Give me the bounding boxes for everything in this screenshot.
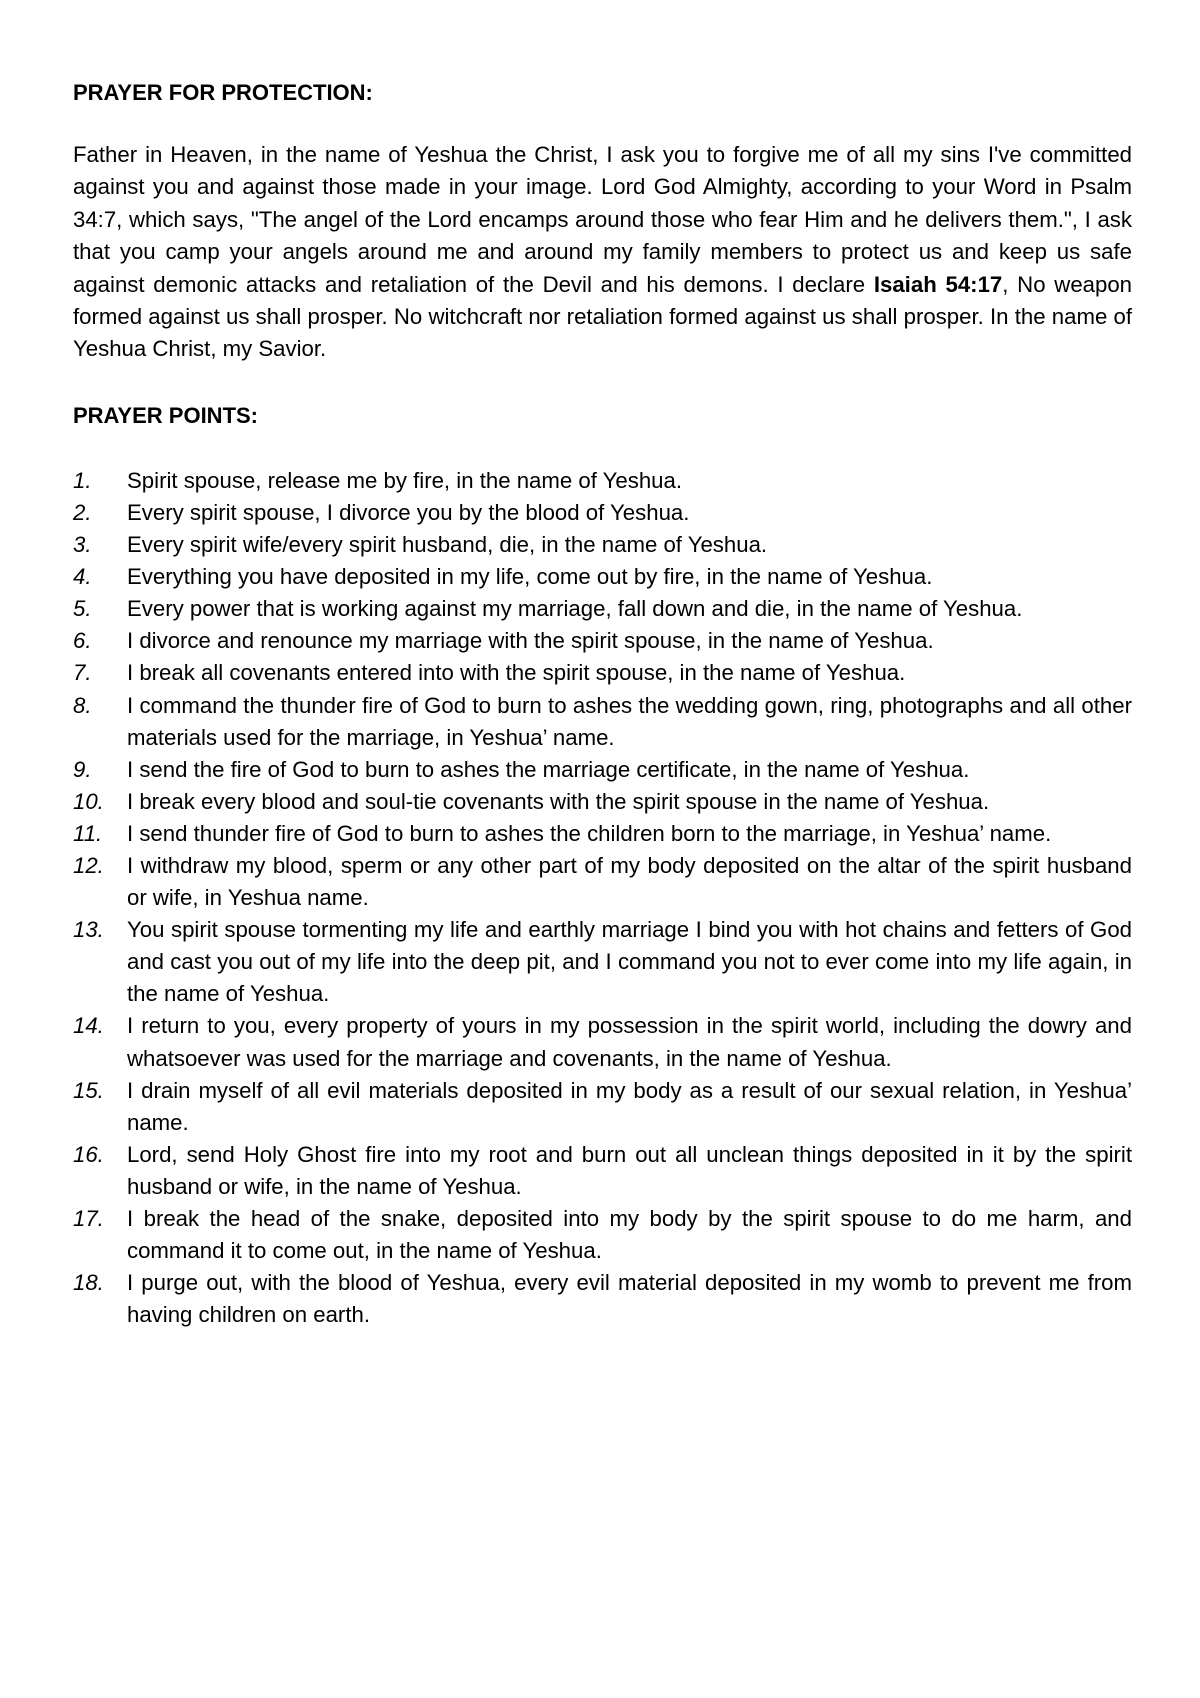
prayer-point-text: I command the thunder fire of God to burn to ashes the wedding gown, ring, photographs and all other materials used for the marriage, in Yeshua’ name. [127, 692, 1132, 750]
prayer-point-item [73, 593, 1132, 625]
prayer-point-text: I drain myself of all evil materials deposited in my body as a result of our sexual relation, in Yeshua’ name. [127, 1077, 1132, 1135]
prayer-point-number: 1. [73, 467, 92, 493]
prayer-point-number: 15. [73, 1077, 104, 1103]
prayer-point-number: 12. [73, 852, 104, 878]
prayer-point-number: 6. [73, 628, 92, 654]
prayer-point-number: 7. [73, 660, 92, 686]
prayer-point-number: 4. [73, 564, 92, 590]
prayer-points-list [73, 465, 1132, 1332]
prayer-point-text: Every spirit wife/every spirit husband, die, in the name of Yeshua. [127, 532, 768, 558]
prayer-point-text: I break every blood and soul-tie covenants with the spirit spouse in the name of Yeshua. [127, 788, 990, 814]
prayer-point-number: 3. [73, 532, 92, 558]
prayer-point-text: I break the head of the snake, deposited into my body by the spirit spouse to do me harm, and command it to come out, in the name of Yeshua. [127, 1206, 1132, 1264]
prayer-point-item [73, 690, 1132, 754]
prayer-point-number: 5. [73, 596, 92, 622]
prayer-point-number: 9. [73, 756, 92, 782]
prayer-point-number: 14. [73, 1013, 104, 1039]
prayer-point-number: 10. [73, 788, 104, 814]
prayer-point-item [73, 850, 1132, 914]
prayer-point-number: 13. [73, 917, 104, 943]
prayer-point-number: 2. [73, 499, 92, 525]
prayer-point-item [73, 818, 1132, 850]
prayer-point-item [73, 1010, 1132, 1074]
prayer-point-text: Lord, send Holy Ghost fire into my root and burn out all unclean things deposited in it by the spirit husband or wife, in the name of Yeshua. [127, 1141, 1132, 1199]
prayer-point-number: 11. [73, 820, 103, 846]
heading-prayer-points: PRAYER POINTS: [73, 402, 259, 428]
prayer-point-item [73, 1139, 1132, 1203]
prayer-point-text: I break all covenants entered into with the spirit spouse, in the name of Yeshua. [127, 660, 906, 686]
prayer-point-item [73, 914, 1132, 1010]
prayer-point-text: You spirit spouse tormenting my life and earthly marriage I bind you with hot chains and fetters of God and cast you out of my life into the deep pit, and I command you not to ever come into my life again, in the name of Yeshua. [127, 917, 1132, 1007]
prayer-point-item [73, 657, 1132, 689]
prayer-point-text: Spirit spouse, release me by fire, in the name of Yeshua. [127, 467, 683, 493]
prayer-point-text: I send the fire of God to burn to ashes the marriage certificate, in the name of Yeshua. [127, 756, 970, 782]
prayer-point-text: I send thunder fire of God to burn to ashes the children born to the marriage, in Yeshua’ name. [127, 820, 1052, 846]
prayer-point-number: 8. [73, 692, 92, 718]
prayer-point-text: I divorce and renounce my marriage with the spirit spouse, in the name of Yeshua. [127, 628, 934, 654]
prayer-point-item [73, 625, 1132, 657]
prayer-point-text: I withdraw my blood, sperm or any other part of my body deposited on the altar of the spirit husband or wife, in Yeshua name. [127, 852, 1132, 911]
prayer-point-text: Every spirit spouse, I divorce you by the blood of Yeshua. [127, 499, 690, 525]
prayer-point-item [73, 465, 1132, 497]
prayer-point-item [73, 754, 1132, 786]
prayer-point-text: Everything you have deposited in my life, come out by fire, in the name of Yeshua. [127, 564, 933, 590]
scripture-reference: Isaiah 54:17 [873, 271, 1003, 297]
prayer-point-item [73, 786, 1132, 818]
prayer-point-number: 18. [73, 1270, 104, 1296]
prayer-text-part1: Father in Heaven, in the name of Yeshua the Christ, I ask you to forgive me of all my sins I've committed against you and against those made in your image. Lord God Almighty, according to your Word in Psalm 34:7, which says, "The angel of the Lord encamps around those who fear Him and he delivers them.", I ask that you camp your angels around me and around my family members to protect us and keep us safe against demonic attacks and retaliation of the Devil and his demons. I declare [73, 142, 1132, 297]
prayer-point-item [73, 561, 1132, 593]
protection-prayer-paragraph [73, 139, 1132, 366]
prayer-point-item [73, 1203, 1132, 1267]
prayer-point-text: I return to you, every property of yours in my possession in the spirit world, including the dowry and whatsoever was used for the marriage and covenants, in the name of Yeshua. [127, 1013, 1132, 1071]
prayer-point-item [73, 1075, 1132, 1139]
prayer-point-number: 16. [73, 1141, 104, 1167]
prayer-text-part2: , No weapon formed against us shall prosper. No witchcraft nor retaliation formed against us shall prosper. In the name of Yeshua Christ, my Savior. [73, 271, 1133, 362]
prayer-point-text: I purge out, with the blood of Yeshua, every evil material deposited in my womb to prevent me from having children on earth. [127, 1270, 1132, 1328]
prayer-point-item [73, 529, 1132, 561]
prayer-point-item [73, 497, 1132, 529]
prayer-point-text: Every power that is working against my marriage, fall down and die, in the name of Yeshua. [127, 596, 1023, 622]
prayer-point-number: 17. [73, 1206, 104, 1231]
heading-prayer-for-protection: PRAYER FOR PROTECTION: [73, 80, 373, 105]
prayer-point-item [73, 1267, 1132, 1331]
